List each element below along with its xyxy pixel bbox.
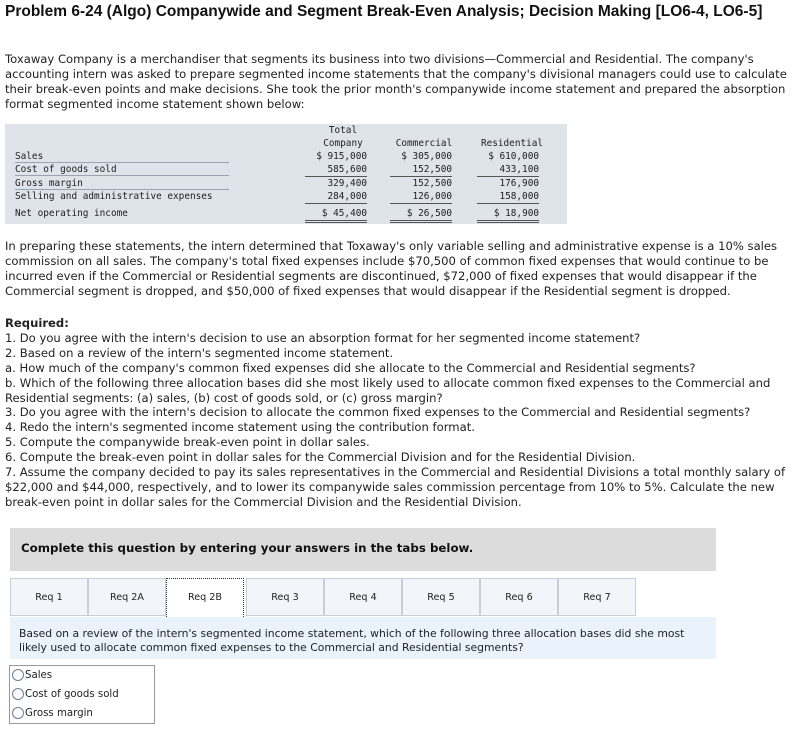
- instructions-bar: [10, 528, 716, 571]
- requirement-tabs: [10, 578, 716, 617]
- radio-button[interactable]: [12, 707, 24, 719]
- required-line: 3. Do you agree with the intern's decision to allocate the common fixed expenses to the Commercial and Residential segments?: [5, 405, 751, 420]
- header-residential: Residential: [480, 138, 544, 149]
- option-cost-of-goods-sold[interactable]: Cost of goods sold: [10, 685, 154, 704]
- tab-req-7[interactable]: Req 7: [558, 578, 636, 616]
- required-line: Residential segments: (a) sales, (b) cost of goods sold, or (c) gross margin?: [5, 390, 443, 405]
- required-line: a. How much of the company's common fixed expenses did she allocate to the Commercial and Residential segments?: [5, 360, 696, 375]
- tab-req-2b[interactable]: Req 2B: [166, 578, 244, 617]
- question-panel: [10, 617, 716, 659]
- header-commercial: Commercial: [395, 138, 453, 149]
- header-total-line1: Total: [328, 125, 358, 136]
- intro-paragraph: Toxaway Company is a merchandiser that segments its business into two divisions—Commercial and Residential. The company's accounting intern was asked to prepare segmented income statements that the company's divisional managers could use to calculate their break-even points and make decisions. She took the prior month's companywide income statement and prepared the absorption format segmented income statement shown below:: [5, 52, 787, 111]
- row-divider: [15, 175, 229, 176]
- required-line: $22,000 and $44,000, respectively, and to lower its companywide sales commission percentage from 10% to 5%. Calculate the new: [5, 479, 775, 494]
- row-net-operating-income: Net operating income $ 45,400 $ 26,500 $ 18,900: [5, 207, 567, 220]
- required-heading: Required:: [5, 316, 69, 330]
- tab-req-2a[interactable]: Req 2A: [88, 578, 166, 616]
- required-line: 1. Do you agree with the intern's decision to use an absorption format for her segmented income statement?: [5, 330, 641, 345]
- required-line: 5. Compute the companywide break-even point in dollar sales.: [5, 435, 370, 450]
- required-section: [5, 316, 790, 510]
- required-line: break-even point in dollar sales for the Commercial Division and the Residential Division.: [5, 494, 522, 509]
- tab-req-3[interactable]: Req 3: [246, 578, 324, 616]
- answer-options: [9, 665, 155, 724]
- option-gross-margin[interactable]: Gross margin: [10, 704, 154, 723]
- required-line: 6. Compute the break-even point in dollar sales for the Commercial Division and for the Residential Division.: [5, 450, 636, 465]
- required-line: b. Which of the following three allocation bases did she most likely used to allocate common fixed expenses to the Commercial and: [5, 375, 771, 390]
- radio-button[interactable]: [12, 688, 24, 700]
- tab-req-5[interactable]: Req 5: [402, 578, 480, 616]
- radio-button[interactable]: [12, 669, 24, 681]
- option-sales[interactable]: Sales: [10, 666, 154, 685]
- instructions-text: Complete this question by entering your answers in the tabs below.: [21, 541, 474, 555]
- tab-req-1[interactable]: Req 1: [10, 578, 88, 616]
- intern-findings-paragraph: In preparing these statements, the intern determined that Toxaway's only variable selling and administrative expense is a 10% sales commission on all sales. The company's total fixed expenses include $70,500 of common fixed expenses that would continue to be incurred even if the Commercial or Residential segments are discontinued, $72,000 of fixed expenses that would disappear if the Commercial segment is dropped, and $50,000 of fixed expenses that would disappear if the Residential segment is dropped.: [5, 239, 778, 298]
- row-gross-margin: Gross margin 329,400 152,500 176,900: [15, 178, 539, 189]
- page-title: Problem 6-24 (Algo) Companywide and Segment Break-Even Analysis; Decision Making [LO6-4, LO6-5]: [5, 3, 763, 20]
- row-selling-admin: Selling and administrative expenses 284,000 126,000 158,000: [15, 191, 539, 202]
- question-text: Based on a review of the intern's segmented income statement, which of the following three allocation bases did she most likely used to allocate common fixed expenses to the Commercial and Residential segments?: [19, 627, 685, 654]
- tab-req-6[interactable]: Req 6: [480, 578, 558, 616]
- segmented-income-statement: [5, 124, 567, 224]
- tab-req-4[interactable]: Req 4: [324, 578, 402, 616]
- header-total-line2: Company: [323, 138, 363, 149]
- required-line: 7. Assume the company decided to pay its sales representatives in the Commercial and Residential Divisions a total monthly salary of: [5, 465, 786, 480]
- row-cogs: Cost of goods sold 585,600 152,500 433,100: [15, 164, 539, 175]
- row-sales: Sales $ 915,000 $ 305,000 $ 610,000: [15, 151, 539, 162]
- required-line: 4. Redo the intern's segmented income statement using the contribution format.: [5, 420, 475, 435]
- required-line: 2. Based on a review of the intern's segmented income statement.: [5, 345, 394, 360]
